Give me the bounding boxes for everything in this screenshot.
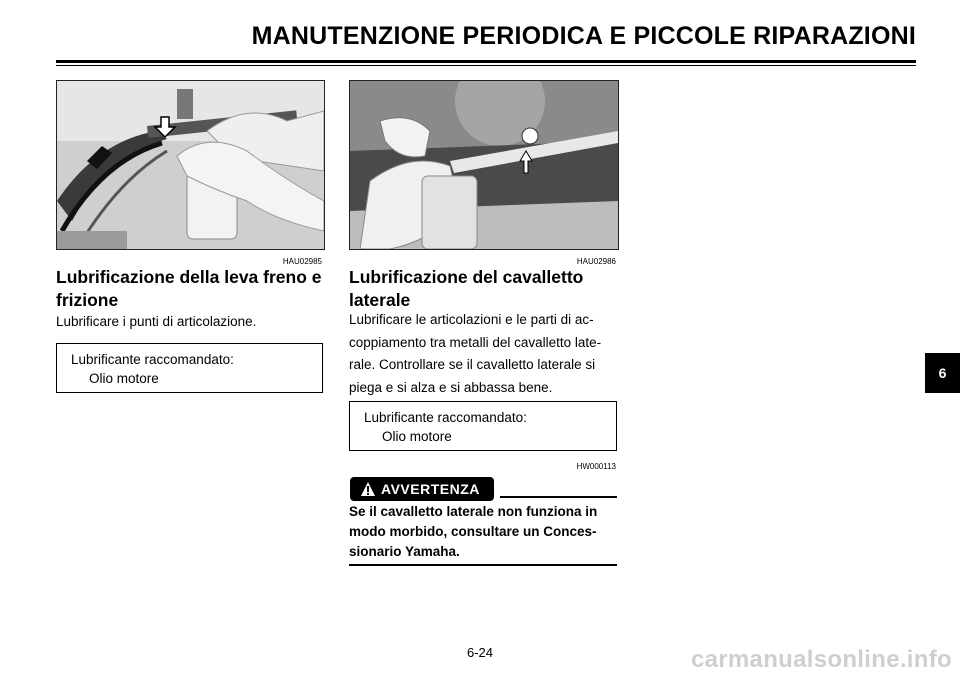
section-ref-code: HAU02986 <box>576 257 616 266</box>
warning-ref-code: HW000113 <box>576 462 616 471</box>
heading-line: Lubrificazione del cavalletto <box>349 267 584 287</box>
sidestand-lubrication-photo <box>349 80 619 250</box>
body-line: coppiamento tra metalli del cavalletto late- <box>349 334 602 350</box>
heading-line: laterale <box>349 290 411 310</box>
warning-bottom-rule <box>349 564 617 566</box>
header-rule-thick <box>56 60 916 63</box>
heading-line: frizione <box>56 290 119 310</box>
warning-badge <box>350 477 494 501</box>
warning-line: sionario Yamaha. <box>349 544 460 559</box>
watermark: carmanualsonline.info <box>690 646 952 673</box>
warning-label: AVVERTENZA <box>381 481 480 497</box>
warning-text <box>349 502 617 562</box>
lubricant-label: Lubrificante raccomandato: <box>364 410 527 425</box>
page-header-title: MANUTENZIONE PERIODICA E PICCOLE RIPARAZIONI <box>251 22 916 50</box>
lubricant-label: Lubrificante raccomandato: <box>71 352 234 367</box>
lubricant-box <box>56 343 323 393</box>
body-line: rale. Controllare se il cavalletto laterale si <box>349 357 596 372</box>
lubricant-value: Olio motore <box>382 429 452 444</box>
warning-top-rule <box>500 496 617 498</box>
lever-lubrication-photo <box>56 80 325 250</box>
lubricant-value: Olio motore <box>89 371 159 386</box>
section-heading <box>56 266 326 312</box>
body-line: Lubrificare le articolazioni e le parti di ac- <box>349 312 594 327</box>
warning-triangle-icon <box>360 481 376 497</box>
header-rule-thin <box>56 65 916 66</box>
heading-line: Lubrificazione della leva freno e <box>56 267 322 287</box>
warning-line: modo morbido, consultare un Conces- <box>349 524 597 539</box>
section-ref-code: HAU02985 <box>282 257 322 266</box>
warning-line: Se il cavalletto laterale non funziona in <box>349 504 598 519</box>
section-heading <box>349 266 619 312</box>
section-body: Lubrificare i punti di articolazione. <box>56 314 257 329</box>
lubricant-box <box>349 401 617 451</box>
page-number: 6-24 <box>466 645 494 660</box>
body-line: piega e si alza e si abbassa bene. <box>349 379 553 395</box>
section-body <box>349 309 617 399</box>
chapter-tab: 6 <box>925 353 960 393</box>
